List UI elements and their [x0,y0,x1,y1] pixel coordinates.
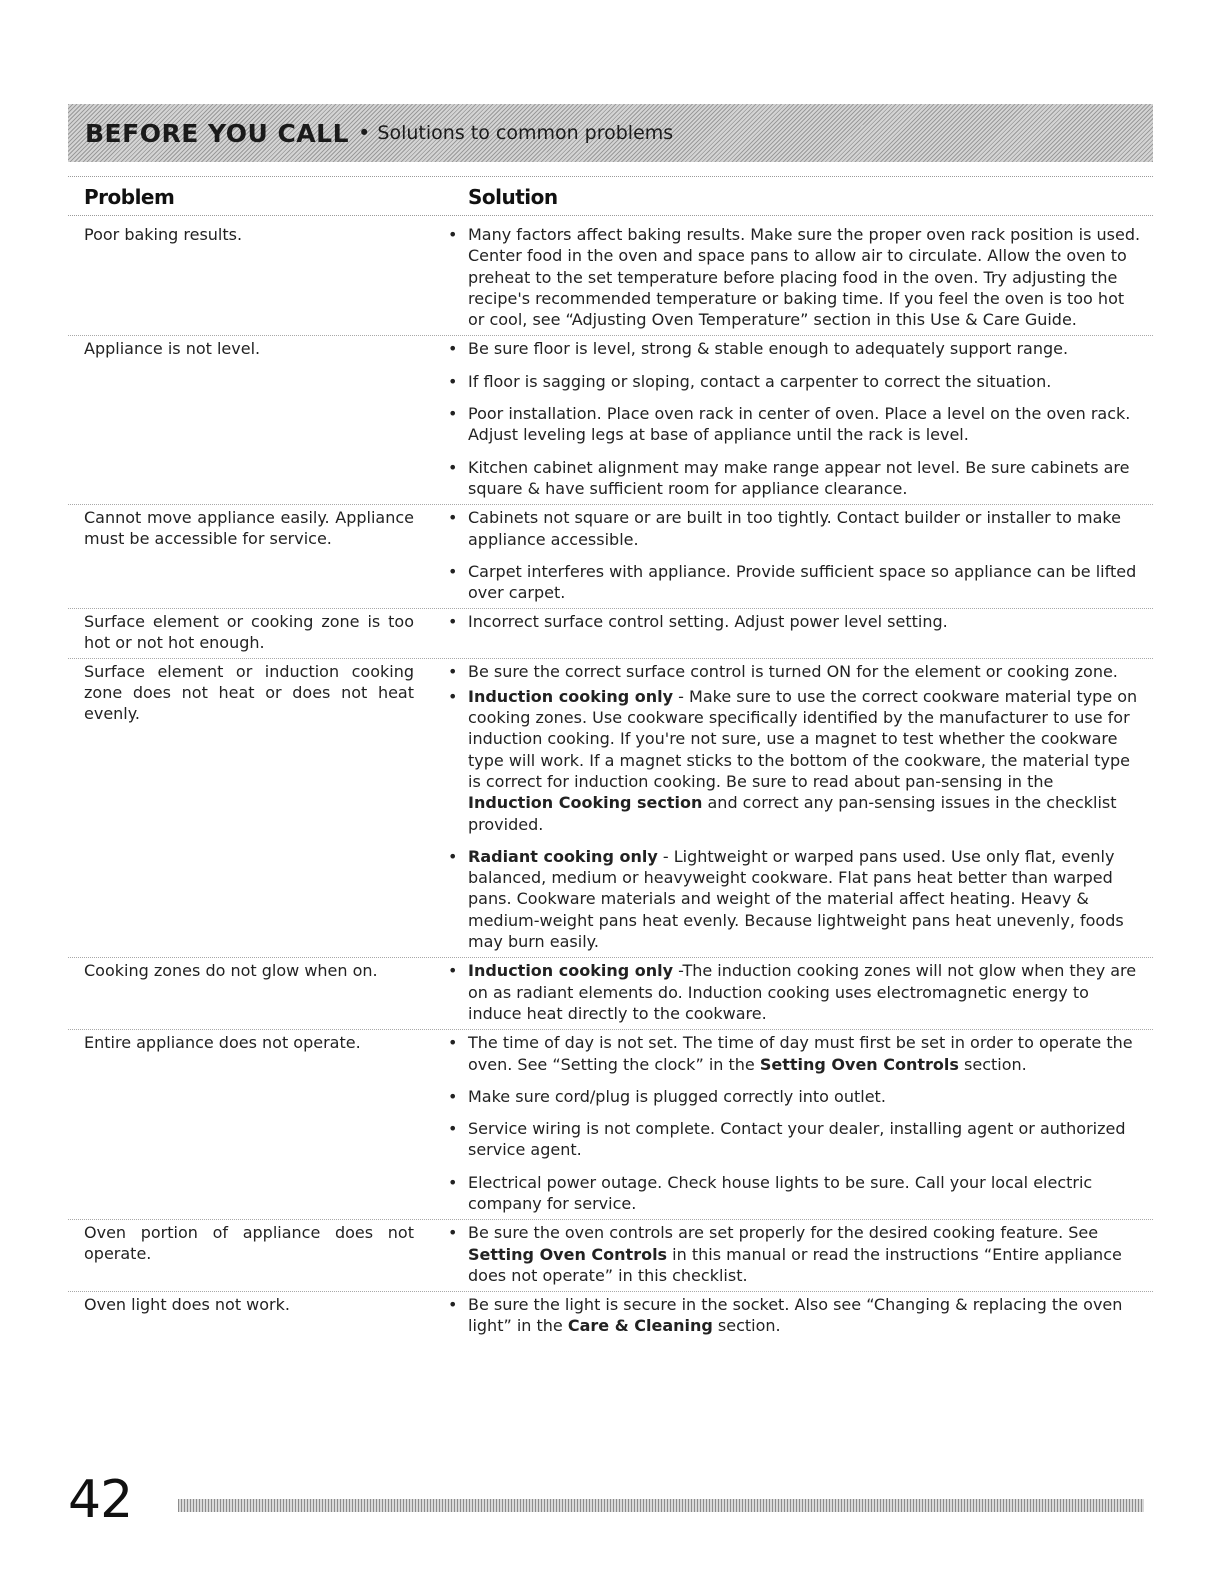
solution-item [446,561,1143,604]
table-row [68,336,1153,505]
emphasis-text: Induction Cooking section [468,793,703,813]
solution-item [446,403,1143,446]
body-text: section. [712,1316,781,1336]
solution-text [468,507,1143,550]
solution-text [468,1294,1143,1337]
solution-text [468,1118,1143,1161]
emphasis-text: Induction cooking only [468,686,674,706]
solution-text [468,1086,1143,1107]
problem-text: Cooking zones do not glow when on. [84,961,378,981]
solution-text [468,1032,1143,1075]
solution-item [446,960,1143,1024]
solution-list [422,1222,1153,1286]
bullet-icon: • [448,662,458,682]
body-text: Be sure floor is level, strong & stable enough to adequately support range. [468,339,1069,359]
solution-text [468,661,1143,682]
body-text: Be sure the correct surface control is turned ON for the element or cooking zone. [468,662,1118,682]
bullet-icon: • [448,846,458,866]
solution-item [446,338,1143,359]
body-text: Poor installation. Place oven rack in center of oven. Place a level on the oven rack. Adjust leveling legs at base of appliance until the rack is level. [468,404,1131,445]
problem-column-header: Problem [84,185,175,209]
table-row [68,1030,1153,1220]
solution-list [422,960,1153,1024]
solution-item [446,1294,1143,1337]
emphasis-text: Setting Oven Controls [468,1244,668,1264]
problem-text: Entire appliance does not operate. [84,1033,361,1053]
solution-item [446,1086,1143,1107]
body-text: Carpet interferes with appliance. Provide sufficient space so appliance can be lifted over carpet. [468,561,1137,603]
bullet-icon: • [448,1172,458,1192]
banner-title: BEFORE YOU CALL [85,118,350,148]
bullet-icon: • [448,612,458,632]
solution-item [446,1032,1143,1075]
problem-text: Oven light does not work. [84,1295,290,1315]
footer-rule [178,1499,1144,1512]
solution-text [468,371,1143,392]
solution-text [468,1172,1143,1215]
bullet-icon: • [448,1223,458,1243]
body-text: Cabinets not square or are built in too tightly. Contact builder or installer to make appliance accessible. [468,508,1121,549]
solution-list [422,338,1153,499]
solution-text [468,846,1143,952]
solution-item [446,1118,1143,1161]
problem-text: Surface element or induction cooking zone does not heat or does not heat evenly. [84,662,414,724]
body-text: The time of day is not set. The time of day must first be set in order to operate the oven. See “Setting the clock” in the [468,1033,1133,1074]
problem-text: Appliance is not level. [84,339,261,359]
solution-text [468,457,1143,500]
body-text: Service wiring is not complete. Contact your dealer, installing agent or authorized service agent. [468,1119,1126,1160]
solution-list [422,611,1153,653]
bullet-icon: • [448,561,458,581]
solution-list [422,661,1153,952]
solution-list [422,1294,1153,1337]
solution-text [468,686,1143,835]
bullet-icon: • [448,371,458,391]
body-text: section. [958,1054,1027,1074]
solution-item [446,224,1143,330]
solution-text [468,561,1143,604]
solution-item [446,507,1143,550]
problem-text: Surface element or cooking zone is too hot or not hot enough. [84,612,414,653]
bullet-icon: • [448,225,458,244]
bullet-icon: • [448,404,458,424]
bullet-icon: • [448,1119,458,1139]
bullet-icon: • [448,961,458,981]
solution-list [422,224,1153,330]
solution-item [446,1222,1143,1286]
body-text: Be sure the oven controls are set properly for the desired cooking feature. See [468,1223,1099,1243]
emphasis-text: Radiant cooking only [468,846,658,866]
section-banner [68,104,1153,162]
problem-text: Cannot move appliance easily. Appliance must be accessible for service. [84,508,414,549]
solution-item [446,1172,1143,1215]
table-row [68,1292,1153,1342]
page-number: 42 [68,1470,133,1530]
problem-text: Poor baking results. [84,225,243,244]
solution-column-header: Solution [468,185,558,209]
body-text: - Make sure to use the correct cookware material type on cooking zones. Use cookware specifically identified by the manufacturer to use for induction cooking. If you're not sure, use a magnet to test whether the cookware type will work. If a magnet sticks to the bottom of the cookware, the material type is correct for induction cooking. Be sure to read about pan-sensing in the [468,686,1138,791]
body-text: If floor is sagging or sloping, contact a carpenter to correct the situation. [468,371,1052,391]
table-row [68,609,1153,659]
bullet-icon: • [448,457,458,477]
banner-subtitle: Solutions to common problems [377,122,674,144]
solution-text [468,224,1143,330]
body-text: Many factors affect baking results. Make sure the proper oven rack position is used. Center food in the oven and space pans to allow air to circulate. Allow the oven to preheat to the set temperature before placing food in the oven. Try adjusting the recipe's recommended temperature or baking time. If you feel the oven is too hot or cool, see “Adjusting Oven Temperature” section in this Use & Care Guide. [468,225,1141,330]
bullet-icon: • [448,1086,458,1106]
table-row [68,1220,1153,1292]
solution-item [446,686,1143,835]
table-header [68,176,1153,216]
solution-item [446,661,1143,682]
body-text: Be sure the light is secure in the socket. Also see “Changing & replacing the oven light” in the [468,1295,1123,1336]
body-text: Incorrect surface control setting. Adjust power level setting. [468,612,948,632]
body-text: Electrical power outage. Check house lights to be sure. Call your local electric company for service. [468,1172,1093,1213]
solution-text [468,960,1143,1024]
solution-text [468,1222,1143,1286]
solution-text [468,338,1143,359]
table-row [68,222,1153,336]
bullet-icon: • [448,686,458,706]
solution-list [422,507,1153,603]
table-row [68,958,1153,1030]
body-text: - Lightweight or warped pans used. Use only flat, evenly balanced, medium or heavyweight cookware. Flat pans heat better than warped pans. Cookware materials and weight of the material affect heating. Heavy & medium-weight pans heat evenly. Because lightweight pans heat unevenly, foods may burn easily. [468,846,1124,952]
solution-text [468,403,1143,446]
body-text: and correct any pan-sensing issues in the checklist provided. [468,793,1117,834]
solution-item [446,611,1143,632]
emphasis-text: Setting Oven Controls [759,1054,959,1074]
emphasis-text: Care & Cleaning [567,1316,713,1336]
banner-separator: • [358,121,371,145]
body-text: -The induction cooking zones will not glow when they are on as radiant elements do. Induction cooking uses electromagnetic energy to induce heat directly to the cookware. [468,961,1137,1023]
solution-item [446,457,1143,500]
solution-text [468,611,1143,632]
body-text: Kitchen cabinet alignment may make range appear not level. Be sure cabinets are square & have sufficient room for appliance clearance. [468,457,1130,498]
troubleshooting-table [68,222,1153,1342]
bullet-icon: • [448,508,458,528]
solution-list [422,1032,1153,1214]
body-text: in this manual or read the instructions “Entire appliance does not operate” in this checklist. [468,1244,1122,1285]
bullet-icon: • [448,1033,458,1053]
bullet-icon: • [448,1295,458,1315]
solution-item [446,846,1143,952]
bullet-icon: • [448,339,458,359]
table-row [68,505,1153,609]
problem-text: Oven portion of appliance does not operate. [84,1223,414,1264]
emphasis-text: Induction cooking only [468,961,674,981]
solution-item [446,371,1143,392]
body-text: Make sure cord/plug is plugged correctly into outlet. [468,1086,886,1106]
table-row [68,659,1153,958]
